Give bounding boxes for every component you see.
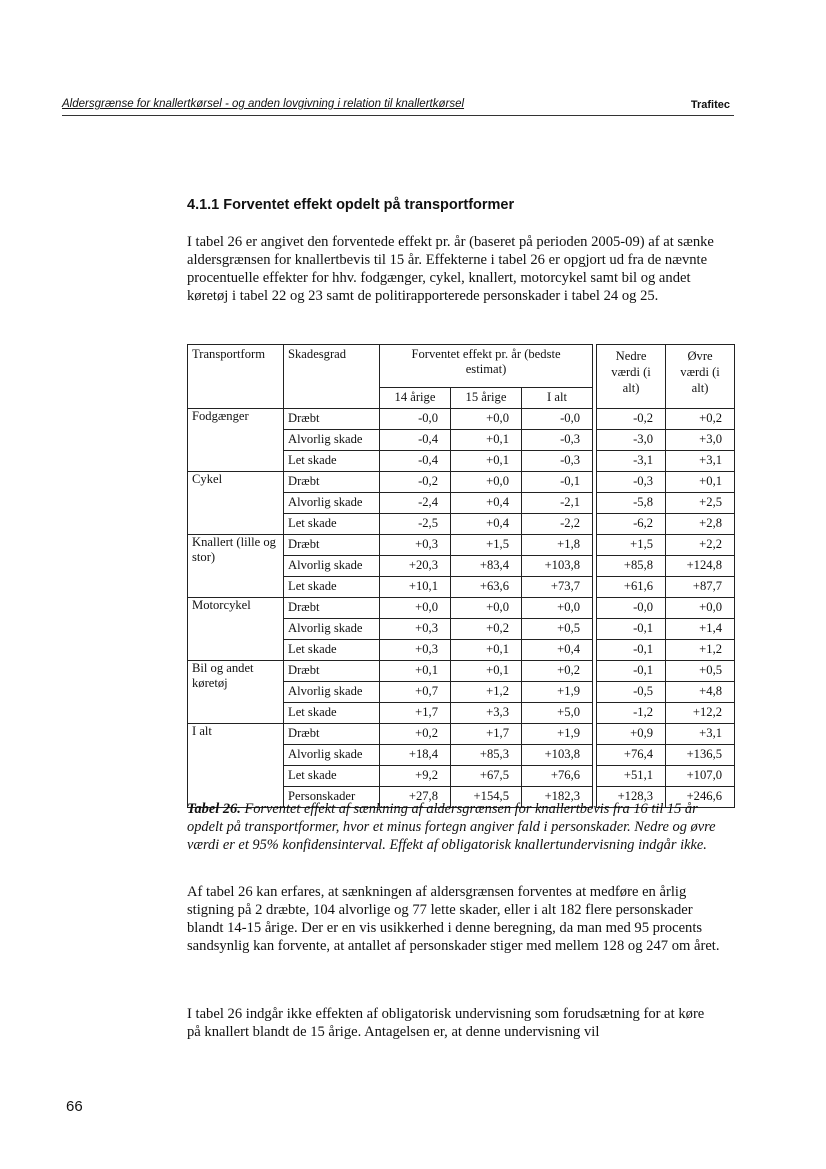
skadesgrad-cell: Let skade <box>284 703 380 724</box>
transportform-cell: I alt <box>188 724 284 808</box>
value-ovre-cell: +87,7 <box>666 577 735 598</box>
value-nedre-cell: +51,1 <box>597 766 666 787</box>
skadesgrad-cell: Alvorlig skade <box>284 493 380 514</box>
header-transportform: Transportform <box>188 345 284 409</box>
header-skadesgrad: Skadesgrad <box>284 345 380 409</box>
value-15-cell: +83,4 <box>451 556 522 577</box>
value-14-cell: +20,3 <box>380 556 451 577</box>
value-15-cell: +0,4 <box>451 514 522 535</box>
value-14-cell: +1,7 <box>380 703 451 724</box>
value-14-cell: +0,1 <box>380 661 451 682</box>
value-nedre-cell: +85,8 <box>597 556 666 577</box>
value-ialt-cell: -0,0 <box>522 409 593 430</box>
value-ialt-cell: +73,7 <box>522 577 593 598</box>
skadesgrad-cell: Dræbt <box>284 598 380 619</box>
value-ovre-cell: +1,2 <box>666 640 735 661</box>
value-nedre-cell: -0,1 <box>597 619 666 640</box>
page-header <box>62 96 734 116</box>
value-ialt-cell: +0,4 <box>522 640 593 661</box>
value-14-cell: -0,2 <box>380 472 451 493</box>
table-row <box>188 535 735 556</box>
value-15-cell: +63,6 <box>451 577 522 598</box>
value-ialt-cell: -0,3 <box>522 451 593 472</box>
header-14-arige: 14 årige <box>380 388 451 409</box>
value-14-cell: +0,3 <box>380 535 451 556</box>
table-row <box>188 724 735 745</box>
value-14-cell: +0,3 <box>380 640 451 661</box>
value-ovre-cell: +2,2 <box>666 535 735 556</box>
value-15-cell: +1,7 <box>451 724 522 745</box>
caption-label: Tabel 26. <box>187 801 241 817</box>
result-paragraph: Af tabel 26 kan erfares, at sænkningen af aldersgrænsen forventes at medføre en årlig stigning på 2 dræbte, 104 alvorlige og 77 lette skader, eller i alt 182 flere personskader blandt 14-15 årige. Der er en vis usikkerhed i denne beregning, da man med 95 procents sandsynlig kan forvente, at antallet af personskader stiger med mellem 128 og 247 om året. <box>187 884 720 954</box>
value-15-cell: +0,1 <box>451 640 522 661</box>
value-nedre-cell: +1,5 <box>597 535 666 556</box>
value-15-cell: +1,5 <box>451 535 522 556</box>
transportform-cell: Motorcykel <box>188 598 284 661</box>
table-row <box>188 661 735 682</box>
table-row <box>188 598 735 619</box>
transportform-cell: Fodgænger <box>188 409 284 472</box>
value-ialt-cell: -2,2 <box>522 514 593 535</box>
value-nedre-cell: -0,1 <box>597 640 666 661</box>
value-ovre-cell: +4,8 <box>666 682 735 703</box>
skadesgrad-cell: Alvorlig skade <box>284 430 380 451</box>
value-15-cell: +0,0 <box>451 409 522 430</box>
skadesgrad-cell: Dræbt <box>284 724 380 745</box>
value-15-cell: +3,3 <box>451 703 522 724</box>
header-title: Aldersgrænse for knallertkørsel - og anden lovgivning i relation til knallertkørsel <box>62 98 465 110</box>
skadesgrad-cell: Dræbt <box>284 661 380 682</box>
value-nedre-cell: -0,2 <box>597 409 666 430</box>
value-14-cell: +10,1 <box>380 577 451 598</box>
value-ialt-cell: +103,8 <box>522 556 593 577</box>
transportform-cell: Knallert (lille og stor) <box>188 535 284 598</box>
value-14-cell: +27,8 <box>380 787 451 808</box>
value-15-cell: +85,3 <box>451 745 522 766</box>
value-nedre-cell: -1,2 <box>597 703 666 724</box>
value-nedre-cell: -0,5 <box>597 682 666 703</box>
value-ialt-cell: +1,9 <box>522 724 593 745</box>
value-ovre-cell: +0,5 <box>666 661 735 682</box>
value-ialt-cell: +103,8 <box>522 745 593 766</box>
value-14-cell: +18,4 <box>380 745 451 766</box>
value-nedre-cell: +76,4 <box>597 745 666 766</box>
section-heading: 4.1.1 Forventet effekt opdelt på transportformer <box>187 197 515 213</box>
value-ialt-cell: +182,3 <box>522 787 593 808</box>
value-ovre-cell: +12,2 <box>666 703 735 724</box>
value-ovre-cell: +2,8 <box>666 514 735 535</box>
value-ialt-cell: -0,1 <box>522 472 593 493</box>
table-body <box>188 409 735 808</box>
header-i-alt: I alt <box>522 388 593 409</box>
transportform-cell: Cykel <box>188 472 284 535</box>
value-ovre-cell: +3,0 <box>666 430 735 451</box>
value-nedre-cell: +61,6 <box>597 577 666 598</box>
header-nedre: Nedre værdi (i alt) <box>597 345 666 409</box>
skadesgrad-cell: Let skade <box>284 640 380 661</box>
skadesgrad-cell: Dræbt <box>284 535 380 556</box>
value-ovre-cell: +246,6 <box>666 787 735 808</box>
value-nedre-cell: -0,3 <box>597 472 666 493</box>
value-ovre-cell: +136,5 <box>666 745 735 766</box>
value-15-cell: +67,5 <box>451 766 522 787</box>
effect-table <box>187 344 735 808</box>
value-ialt-cell: +76,6 <box>522 766 593 787</box>
table-row <box>188 472 735 493</box>
value-14-cell: +0,0 <box>380 598 451 619</box>
value-14-cell: -0,4 <box>380 451 451 472</box>
value-nedre-cell: -0,1 <box>597 661 666 682</box>
value-15-cell: +0,0 <box>451 472 522 493</box>
value-ovre-cell: +1,4 <box>666 619 735 640</box>
intro-paragraph: I tabel 26 er angivet den forventede effekt pr. år (baseret på perioden 2005-09) af at sænke aldersgrænsen for knallertbevis til 15 år. Effekterne i tabel 26 er opgjort ud fra de nævnte procentuelle effekter for hhv. fodgænger, cykel, knallert, motorcykel samt bil og andet køretøj i tabel 22 og 23 samt de politirapporterede personskader i tabel 24 og 25. <box>187 234 714 304</box>
value-15-cell: +0,4 <box>451 493 522 514</box>
skadesgrad-cell: Alvorlig skade <box>284 745 380 766</box>
value-ovre-cell: +0,1 <box>666 472 735 493</box>
skadesgrad-cell: Let skade <box>284 451 380 472</box>
value-14-cell: -0,4 <box>380 430 451 451</box>
value-nedre-cell: -0,0 <box>597 598 666 619</box>
value-14-cell: +0,7 <box>380 682 451 703</box>
skadesgrad-cell: Personskader <box>284 787 380 808</box>
value-14-cell: -2,4 <box>380 493 451 514</box>
value-ialt-cell: +0,5 <box>522 619 593 640</box>
value-ialt-cell: -0,3 <box>522 430 593 451</box>
value-ovre-cell: +124,8 <box>666 556 735 577</box>
value-ovre-cell: +107,0 <box>666 766 735 787</box>
value-ialt-cell: +1,8 <box>522 535 593 556</box>
page-number: 66 <box>66 1098 83 1115</box>
skadesgrad-cell: Alvorlig skade <box>284 682 380 703</box>
table-caption <box>187 800 727 854</box>
value-ialt-cell: +1,9 <box>522 682 593 703</box>
caption-text: Forventet effekt af sænkning af aldersgrænsen for knallertbevis fra 16 til 15 år opdelt på transportformer, hvor et minus fortegn angiver fald i personskader. Nedre og øvre værdi er et 95% konfidensinterval. Effekt af obligatorisk knallertundervisning indgår ikke. <box>187 801 716 853</box>
skadesgrad-cell: Alvorlig skade <box>284 556 380 577</box>
skadesgrad-cell: Let skade <box>284 514 380 535</box>
skadesgrad-cell: Alvorlig skade <box>284 619 380 640</box>
skadesgrad-cell: Let skade <box>284 766 380 787</box>
value-14-cell: +0,3 <box>380 619 451 640</box>
value-ialt-cell: -2,1 <box>522 493 593 514</box>
skadesgrad-cell: Let skade <box>284 577 380 598</box>
value-14-cell: +0,2 <box>380 724 451 745</box>
value-ovre-cell: +2,5 <box>666 493 735 514</box>
value-ovre-cell: +0,2 <box>666 409 735 430</box>
header-ovre: Øvre værdi (i alt) <box>666 345 735 409</box>
value-14-cell: -2,5 <box>380 514 451 535</box>
value-15-cell: +0,1 <box>451 661 522 682</box>
value-nedre-cell: +128,3 <box>597 787 666 808</box>
skadesgrad-cell: Dræbt <box>284 472 380 493</box>
header-15-arige: 15 årige <box>451 388 522 409</box>
value-15-cell: +0,2 <box>451 619 522 640</box>
value-nedre-cell: -6,2 <box>597 514 666 535</box>
table-row <box>188 409 735 430</box>
value-14-cell: -0,0 <box>380 409 451 430</box>
value-ovre-cell: +0,0 <box>666 598 735 619</box>
value-nedre-cell: +0,9 <box>597 724 666 745</box>
transportform-cell: Bil og andet køretøj <box>188 661 284 724</box>
header-forventet: Forventet effekt pr. år (bedste estimat) <box>380 345 593 388</box>
value-15-cell: +0,0 <box>451 598 522 619</box>
value-ovre-cell: +3,1 <box>666 451 735 472</box>
value-nedre-cell: -5,8 <box>597 493 666 514</box>
value-ialt-cell: +0,2 <box>522 661 593 682</box>
value-14-cell: +9,2 <box>380 766 451 787</box>
value-15-cell: +1,2 <box>451 682 522 703</box>
value-15-cell: +0,1 <box>451 430 522 451</box>
value-15-cell: +154,5 <box>451 787 522 808</box>
value-ialt-cell: +0,0 <box>522 598 593 619</box>
value-ovre-cell: +3,1 <box>666 724 735 745</box>
value-15-cell: +0,1 <box>451 451 522 472</box>
undervisning-paragraph: I tabel 26 indgår ikke effekten af obligatorisk undervisning som forudsætning for at køre på knallert blandt de 15 årige. Antagelsen er, at denne undervisning vil <box>187 1006 705 1040</box>
value-nedre-cell: -3,1 <box>597 451 666 472</box>
value-nedre-cell: -3,0 <box>597 430 666 451</box>
header-company: Trafitec <box>690 99 730 111</box>
skadesgrad-cell: Dræbt <box>284 409 380 430</box>
value-ialt-cell: +5,0 <box>522 703 593 724</box>
